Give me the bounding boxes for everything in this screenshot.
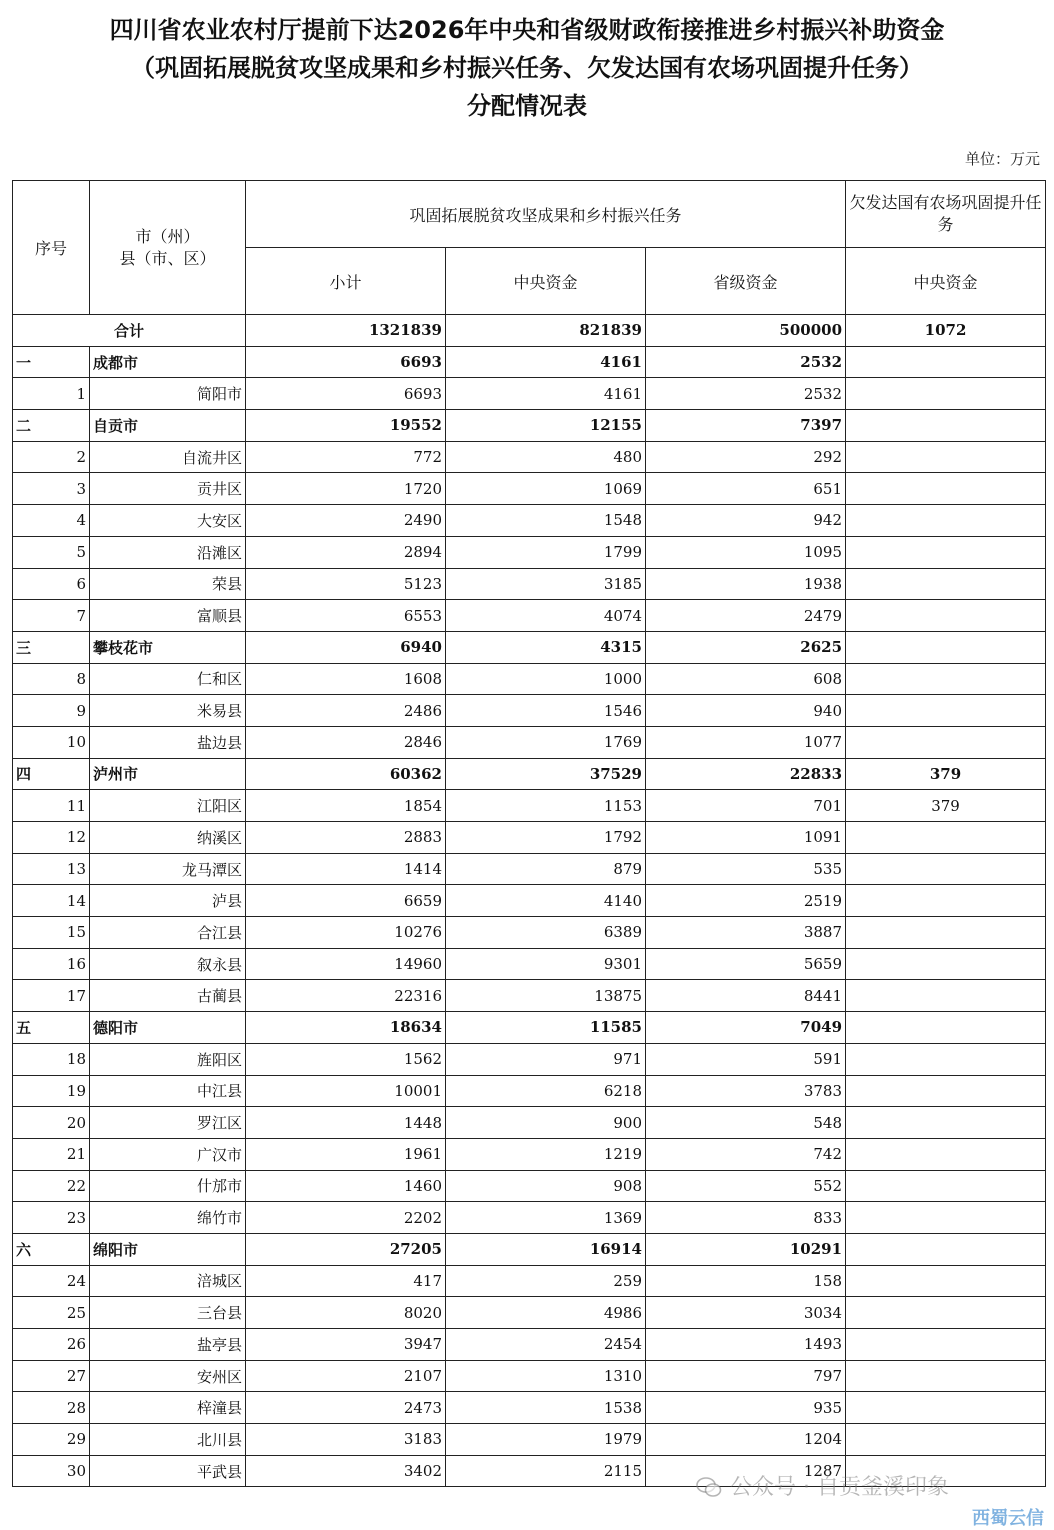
row-subtotal: 417 — [246, 1265, 446, 1297]
row-farm-central — [846, 568, 1046, 600]
row-region-name: 绵竹市 — [90, 1202, 246, 1234]
row-index: 4 — [13, 505, 90, 537]
row-provincial: 2532 — [646, 346, 846, 378]
row-central: 4161 — [446, 346, 646, 378]
row-central: 1310 — [446, 1360, 646, 1392]
row-provincial: 608 — [646, 663, 846, 695]
county-row — [13, 1392, 1046, 1424]
county-row — [13, 726, 1046, 758]
county-row — [13, 1138, 1046, 1170]
row-provincial: 1077 — [646, 726, 846, 758]
row-subtotal: 2846 — [246, 726, 446, 758]
row-provincial: 7049 — [646, 1012, 846, 1044]
row-farm-central — [846, 1265, 1046, 1297]
row-central: 1769 — [446, 726, 646, 758]
row-region-name: 梓潼县 — [90, 1392, 246, 1424]
row-subtotal: 1460 — [246, 1170, 446, 1202]
row-farm-central — [846, 631, 1046, 663]
row-region-name: 自贡市 — [90, 410, 246, 442]
row-region-name: 北川县 — [90, 1424, 246, 1456]
row-farm-central — [846, 473, 1046, 505]
row-subtotal: 3402 — [246, 1455, 446, 1487]
row-farm-central — [846, 1107, 1046, 1139]
header-provincial: 省级资金 — [646, 248, 846, 315]
row-central: 2454 — [446, 1329, 646, 1361]
city-row — [13, 758, 1046, 790]
row-region-name: 什邡市 — [90, 1170, 246, 1202]
row-provincial: 651 — [646, 473, 846, 505]
row-farm-central — [846, 853, 1046, 885]
row-provincial: 552 — [646, 1170, 846, 1202]
row-region-name: 平武县 — [90, 1455, 246, 1487]
row-index: 27 — [13, 1360, 90, 1392]
row-farm-central — [846, 346, 1046, 378]
row-index: 15 — [13, 917, 90, 949]
row-provincial: 158 — [646, 1265, 846, 1297]
row-index: 11 — [13, 790, 90, 822]
row-central: 4315 — [446, 631, 646, 663]
row-provincial: 1287 — [646, 1455, 846, 1487]
row-farm-central — [846, 1138, 1046, 1170]
row-subtotal: 6659 — [246, 885, 446, 917]
row-subtotal: 3183 — [246, 1424, 446, 1456]
county-row — [13, 917, 1046, 949]
row-provincial: 10291 — [646, 1233, 846, 1265]
row-index: 7 — [13, 600, 90, 632]
brand-watermark: 西蜀云信 — [972, 1508, 1044, 1529]
row-farm-central — [846, 1329, 1046, 1361]
row-region-name: 江阳区 — [90, 790, 246, 822]
row-farm-central — [846, 1392, 1046, 1424]
city-row — [13, 346, 1046, 378]
unit-label: 单位：万元 — [964, 150, 1040, 168]
row-region-name: 广汉市 — [90, 1138, 246, 1170]
row-provincial: 1204 — [646, 1424, 846, 1456]
row-index: 2 — [13, 441, 90, 473]
row-provincial: 591 — [646, 1043, 846, 1075]
row-farm-central — [846, 1012, 1046, 1044]
county-row — [13, 663, 1046, 695]
row-central: 16914 — [446, 1233, 646, 1265]
row-central: 4161 — [446, 378, 646, 410]
row-index: 20 — [13, 1107, 90, 1139]
county-row — [13, 1075, 1046, 1107]
total-provincial: 500000 — [646, 315, 846, 347]
row-index: 24 — [13, 1265, 90, 1297]
row-farm-central — [846, 695, 1046, 727]
row-provincial: 1938 — [646, 568, 846, 600]
row-subtotal: 6940 — [246, 631, 446, 663]
county-row — [13, 1265, 1046, 1297]
county-row — [13, 536, 1046, 568]
row-index: 30 — [13, 1455, 90, 1487]
wechat-icon — [696, 1476, 722, 1498]
row-provincial: 1493 — [646, 1329, 846, 1361]
row-central: 6389 — [446, 917, 646, 949]
row-farm-central — [846, 410, 1046, 442]
allocation-table — [12, 180, 1046, 1487]
row-central: 11585 — [446, 1012, 646, 1044]
row-region-name: 成都市 — [90, 346, 246, 378]
header-region: 市（州） 县（市、区） — [90, 181, 246, 315]
row-region-name: 盐边县 — [90, 726, 246, 758]
row-subtotal: 10001 — [246, 1075, 446, 1107]
row-farm-central — [846, 1424, 1046, 1456]
row-subtotal: 22316 — [246, 980, 446, 1012]
row-provincial: 2519 — [646, 885, 846, 917]
row-central: 879 — [446, 853, 646, 885]
county-row — [13, 441, 1046, 473]
row-provincial: 5659 — [646, 948, 846, 980]
county-row — [13, 1424, 1046, 1456]
row-farm-central — [846, 980, 1046, 1012]
row-central: 1548 — [446, 505, 646, 537]
row-subtotal: 19552 — [246, 410, 446, 442]
header-farm-central: 中央资金 — [846, 248, 1046, 315]
row-subtotal: 1854 — [246, 790, 446, 822]
row-region-name: 盐亭县 — [90, 1329, 246, 1361]
row-index: 29 — [13, 1424, 90, 1456]
row-provincial: 1095 — [646, 536, 846, 568]
total-label: 合计 — [13, 315, 246, 347]
row-farm-central — [846, 822, 1046, 854]
title-line-3: 分配情况表 — [467, 92, 587, 120]
row-central: 4074 — [446, 600, 646, 632]
county-row — [13, 885, 1046, 917]
row-index: 19 — [13, 1075, 90, 1107]
row-central: 4986 — [446, 1297, 646, 1329]
row-region-name: 叙永县 — [90, 948, 246, 980]
county-row — [13, 1170, 1046, 1202]
row-provincial: 2479 — [646, 600, 846, 632]
row-subtotal: 18634 — [246, 1012, 446, 1044]
city-row — [13, 631, 1046, 663]
title-line-1: 四川省农业农村厅提前下达2026年中央和省级财政衔接推进乡村振兴补助资金 — [109, 16, 945, 44]
row-provincial: 548 — [646, 1107, 846, 1139]
county-row — [13, 1043, 1046, 1075]
row-region-name: 绵阳市 — [90, 1233, 246, 1265]
row-farm-central — [846, 663, 1046, 695]
county-row — [13, 1360, 1046, 1392]
row-index: 17 — [13, 980, 90, 1012]
row-central: 9301 — [446, 948, 646, 980]
row-central: 900 — [446, 1107, 646, 1139]
row-farm-central — [846, 1233, 1046, 1265]
county-row — [13, 1202, 1046, 1234]
row-region-name: 大安区 — [90, 505, 246, 537]
row-subtotal: 60362 — [246, 758, 446, 790]
row-region-name: 仁和区 — [90, 663, 246, 695]
row-farm-central — [846, 441, 1046, 473]
row-subtotal: 6553 — [246, 600, 446, 632]
row-subtotal: 2107 — [246, 1360, 446, 1392]
row-subtotal: 2473 — [246, 1392, 446, 1424]
row-central: 908 — [446, 1170, 646, 1202]
row-region-name: 三台县 — [90, 1297, 246, 1329]
county-row — [13, 505, 1046, 537]
row-subtotal: 1448 — [246, 1107, 446, 1139]
row-region-name: 泸州市 — [90, 758, 246, 790]
row-central: 971 — [446, 1043, 646, 1075]
row-subtotal: 1414 — [246, 853, 446, 885]
row-provincial: 3887 — [646, 917, 846, 949]
row-index: 26 — [13, 1329, 90, 1361]
row-central: 4140 — [446, 885, 646, 917]
row-index: 六 — [13, 1233, 90, 1265]
row-farm-central — [846, 1043, 1046, 1075]
row-region-name: 罗江区 — [90, 1107, 246, 1139]
row-central: 480 — [446, 441, 646, 473]
row-subtotal: 1961 — [246, 1138, 446, 1170]
row-provincial: 292 — [646, 441, 846, 473]
row-subtotal: 2883 — [246, 822, 446, 854]
row-central: 37529 — [446, 758, 646, 790]
row-provincial: 2625 — [646, 631, 846, 663]
row-subtotal: 2894 — [246, 536, 446, 568]
total-row — [13, 315, 1046, 347]
row-subtotal: 5123 — [246, 568, 446, 600]
title-line-2: （巩固拓展脱贫攻坚成果和乡村振兴任务、欠发达国有农场巩固提升任务） — [131, 54, 923, 82]
row-central: 259 — [446, 1265, 646, 1297]
row-subtotal: 27205 — [246, 1233, 446, 1265]
row-farm-central — [846, 600, 1046, 632]
row-region-name: 沿滩区 — [90, 536, 246, 568]
row-provincial: 942 — [646, 505, 846, 537]
row-subtotal: 6693 — [246, 378, 446, 410]
row-central: 1546 — [446, 695, 646, 727]
row-index: 16 — [13, 948, 90, 980]
total-central: 821839 — [446, 315, 646, 347]
row-subtotal: 2486 — [246, 695, 446, 727]
total-farm: 1072 — [846, 315, 1046, 347]
city-row — [13, 410, 1046, 442]
header-subtotal: 小计 — [246, 248, 446, 315]
row-index: 28 — [13, 1392, 90, 1424]
row-central: 1369 — [446, 1202, 646, 1234]
row-subtotal: 1720 — [246, 473, 446, 505]
row-index: 三 — [13, 631, 90, 663]
row-farm-central: 379 — [846, 790, 1046, 822]
row-provincial: 22833 — [646, 758, 846, 790]
row-subtotal: 14960 — [246, 948, 446, 980]
row-index: 22 — [13, 1170, 90, 1202]
row-farm-central — [846, 378, 1046, 410]
row-farm-central — [846, 726, 1046, 758]
row-central: 12155 — [446, 410, 646, 442]
row-provincial: 940 — [646, 695, 846, 727]
row-subtotal: 3947 — [246, 1329, 446, 1361]
row-region-name: 德阳市 — [90, 1012, 246, 1044]
header-group-poverty: 巩固拓展脱贫攻坚成果和乡村振兴任务 — [246, 181, 846, 248]
row-region-name: 贡井区 — [90, 473, 246, 505]
row-provincial: 7397 — [646, 410, 846, 442]
row-region-name: 攀枝花市 — [90, 631, 246, 663]
row-subtotal: 772 — [246, 441, 446, 473]
row-central: 13875 — [446, 980, 646, 1012]
row-region-name: 古蔺县 — [90, 980, 246, 1012]
row-subtotal: 8020 — [246, 1297, 446, 1329]
row-farm-central: 379 — [846, 758, 1046, 790]
row-index: 四 — [13, 758, 90, 790]
row-farm-central — [846, 1202, 1046, 1234]
total-subtotal: 1321839 — [246, 315, 446, 347]
county-row — [13, 568, 1046, 600]
row-provincial: 742 — [646, 1138, 846, 1170]
row-farm-central — [846, 1297, 1046, 1329]
row-index: 25 — [13, 1297, 90, 1329]
row-farm-central — [846, 1360, 1046, 1392]
county-row — [13, 980, 1046, 1012]
row-region-name: 合江县 — [90, 917, 246, 949]
row-index: 二 — [13, 410, 90, 442]
county-row — [13, 473, 1046, 505]
row-central: 3185 — [446, 568, 646, 600]
row-region-name: 富顺县 — [90, 600, 246, 632]
row-provincial: 935 — [646, 1392, 846, 1424]
city-row — [13, 1012, 1046, 1044]
row-subtotal: 10276 — [246, 917, 446, 949]
header-group-farm: 欠发达国有农场巩固提升任务 — [846, 181, 1046, 248]
row-farm-central — [846, 1170, 1046, 1202]
row-farm-central — [846, 948, 1046, 980]
row-provincial: 833 — [646, 1202, 846, 1234]
county-row — [13, 695, 1046, 727]
row-provincial: 3034 — [646, 1297, 846, 1329]
county-row — [13, 790, 1046, 822]
row-farm-central — [846, 505, 1046, 537]
row-region-name: 旌阳区 — [90, 1043, 246, 1075]
row-provincial: 3783 — [646, 1075, 846, 1107]
row-subtotal: 1608 — [246, 663, 446, 695]
row-farm-central — [846, 885, 1046, 917]
row-central: 6218 — [446, 1075, 646, 1107]
watermark-text: 公众号 · 自贡釜溪印象 — [730, 1475, 949, 1500]
row-index: 10 — [13, 726, 90, 758]
row-subtotal: 6693 — [246, 346, 446, 378]
row-region-name: 安州区 — [90, 1360, 246, 1392]
row-central: 1792 — [446, 822, 646, 854]
row-farm-central — [846, 536, 1046, 568]
row-central: 2115 — [446, 1455, 646, 1487]
row-central: 1799 — [446, 536, 646, 568]
header-seq: 序号 — [13, 181, 90, 315]
row-central: 1000 — [446, 663, 646, 695]
row-index: 14 — [13, 885, 90, 917]
row-index: 5 — [13, 536, 90, 568]
row-provincial: 701 — [646, 790, 846, 822]
row-index: 18 — [13, 1043, 90, 1075]
row-region-name: 简阳市 — [90, 378, 246, 410]
row-farm-central — [846, 1075, 1046, 1107]
county-row — [13, 853, 1046, 885]
row-index: 21 — [13, 1138, 90, 1170]
row-index: 五 — [13, 1012, 90, 1044]
row-index: 13 — [13, 853, 90, 885]
row-central: 1538 — [446, 1392, 646, 1424]
row-farm-central — [846, 917, 1046, 949]
county-row — [13, 600, 1046, 632]
row-subtotal: 2490 — [246, 505, 446, 537]
row-index: 1 — [13, 378, 90, 410]
row-region-name: 米易县 — [90, 695, 246, 727]
row-central: 1219 — [446, 1138, 646, 1170]
row-provincial: 1091 — [646, 822, 846, 854]
row-subtotal: 2202 — [246, 1202, 446, 1234]
county-row — [13, 378, 1046, 410]
row-provincial: 8441 — [646, 980, 846, 1012]
row-provincial: 2532 — [646, 378, 846, 410]
row-provincial: 535 — [646, 853, 846, 885]
row-index: 6 — [13, 568, 90, 600]
row-central: 1153 — [446, 790, 646, 822]
row-central: 1979 — [446, 1424, 646, 1456]
row-central: 1069 — [446, 473, 646, 505]
header-central: 中央资金 — [446, 248, 646, 315]
row-region-name: 中江县 — [90, 1075, 246, 1107]
row-index: 9 — [13, 695, 90, 727]
county-row — [13, 1107, 1046, 1139]
row-index: 12 — [13, 822, 90, 854]
row-region-name: 泸县 — [90, 885, 246, 917]
row-index: 一 — [13, 346, 90, 378]
row-subtotal: 1562 — [246, 1043, 446, 1075]
county-row — [13, 1329, 1046, 1361]
row-index: 3 — [13, 473, 90, 505]
county-row — [13, 822, 1046, 854]
row-region-name: 自流井区 — [90, 441, 246, 473]
county-row — [13, 948, 1046, 980]
row-provincial: 797 — [646, 1360, 846, 1392]
row-index: 8 — [13, 663, 90, 695]
row-region-name: 龙马潭区 — [90, 853, 246, 885]
row-region-name: 纳溪区 — [90, 822, 246, 854]
city-row — [13, 1233, 1046, 1265]
row-region-name: 荣县 — [90, 568, 246, 600]
row-index: 23 — [13, 1202, 90, 1234]
county-row — [13, 1297, 1046, 1329]
row-region-name: 涪城区 — [90, 1265, 246, 1297]
